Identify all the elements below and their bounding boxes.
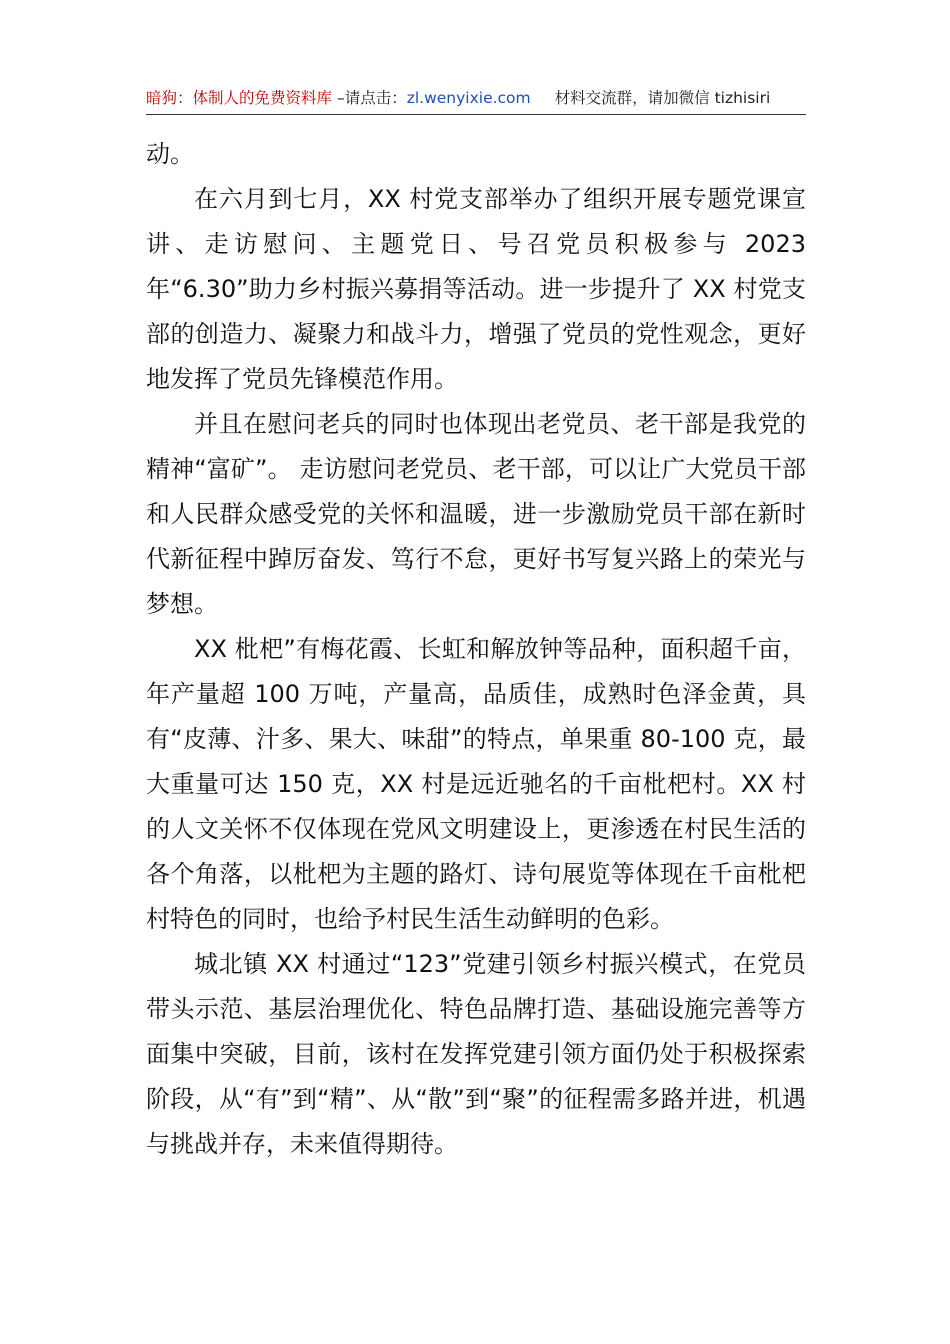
paragraph-veterans: 并且在慰问老兵的同时也体现出老党员、老干部是我党的精神“富矿”。 走访慰问老党员、老干部，可以让广大党员干部和人民群众感受党的关怀和温暖，进一步激励党员干部在新时代新征程中踔厉奋发、笃行不怠，更好书写复兴路上的荣光与梦想。 [146,410,806,618]
header-link[interactable]: zl.wenyixie.com [406,89,531,107]
header-divider [146,114,806,115]
paragraph-model: 城北镇 XX 村通过“123”党建引领乡村振兴模式，在党员带头示范、基层治理优化、特色品牌打造、基础设施完善等方面集中突破，目前，该村在发挥党建引领方面仍处于积极探索阶段，从“有”到“精”、从“散”到“聚”的征程需多路并进，机遇与挑战并存，未来值得期待。 [146,950,806,1158]
page-header [146,86,806,110]
header-prompt: –请点击： [332,89,407,107]
header-contact: 材料交流群，请加微信 tizhisiri [554,89,771,107]
paragraph-continuation: 动。 [146,140,194,168]
paragraph-activities: 在六月到七月，XX 村党支部举办了组织开展专题党课宣讲、走访慰问、主题党日、号召党员积极参与 2023 年“6.30”助力乡村振兴募捐等活动。进一步提升了 XX 村党支部的创造力、凝聚力和战斗力，增强了党员的党性观念，更好地发挥了党员先锋模范作用。 [146,185,806,393]
header-brand: 暗狗：体制人的免费资料库 [146,89,333,107]
document-body [146,132,806,1167]
paragraph-loquat: XX 枇杷”有梅花霞、长虹和解放钟等品种，面积超千亩，年产量超 100 万吨，产量高，品质佳，成熟时色泽金黄，具有“皮薄、汁多、果大、味甜”的特点，单果重 80-100 克，最大重量可达 150 克，XX 村是远近驰名的千亩枇杷村。XX 村的人文关怀不仅体现在党风文明建设上，更渗透在村民生活的各个角落，以枇杷为主题的路灯、诗句展览等体现在千亩枇杷村特色的同时，也给予村民生活生动鲜明的色彩。 [146,635,806,933]
